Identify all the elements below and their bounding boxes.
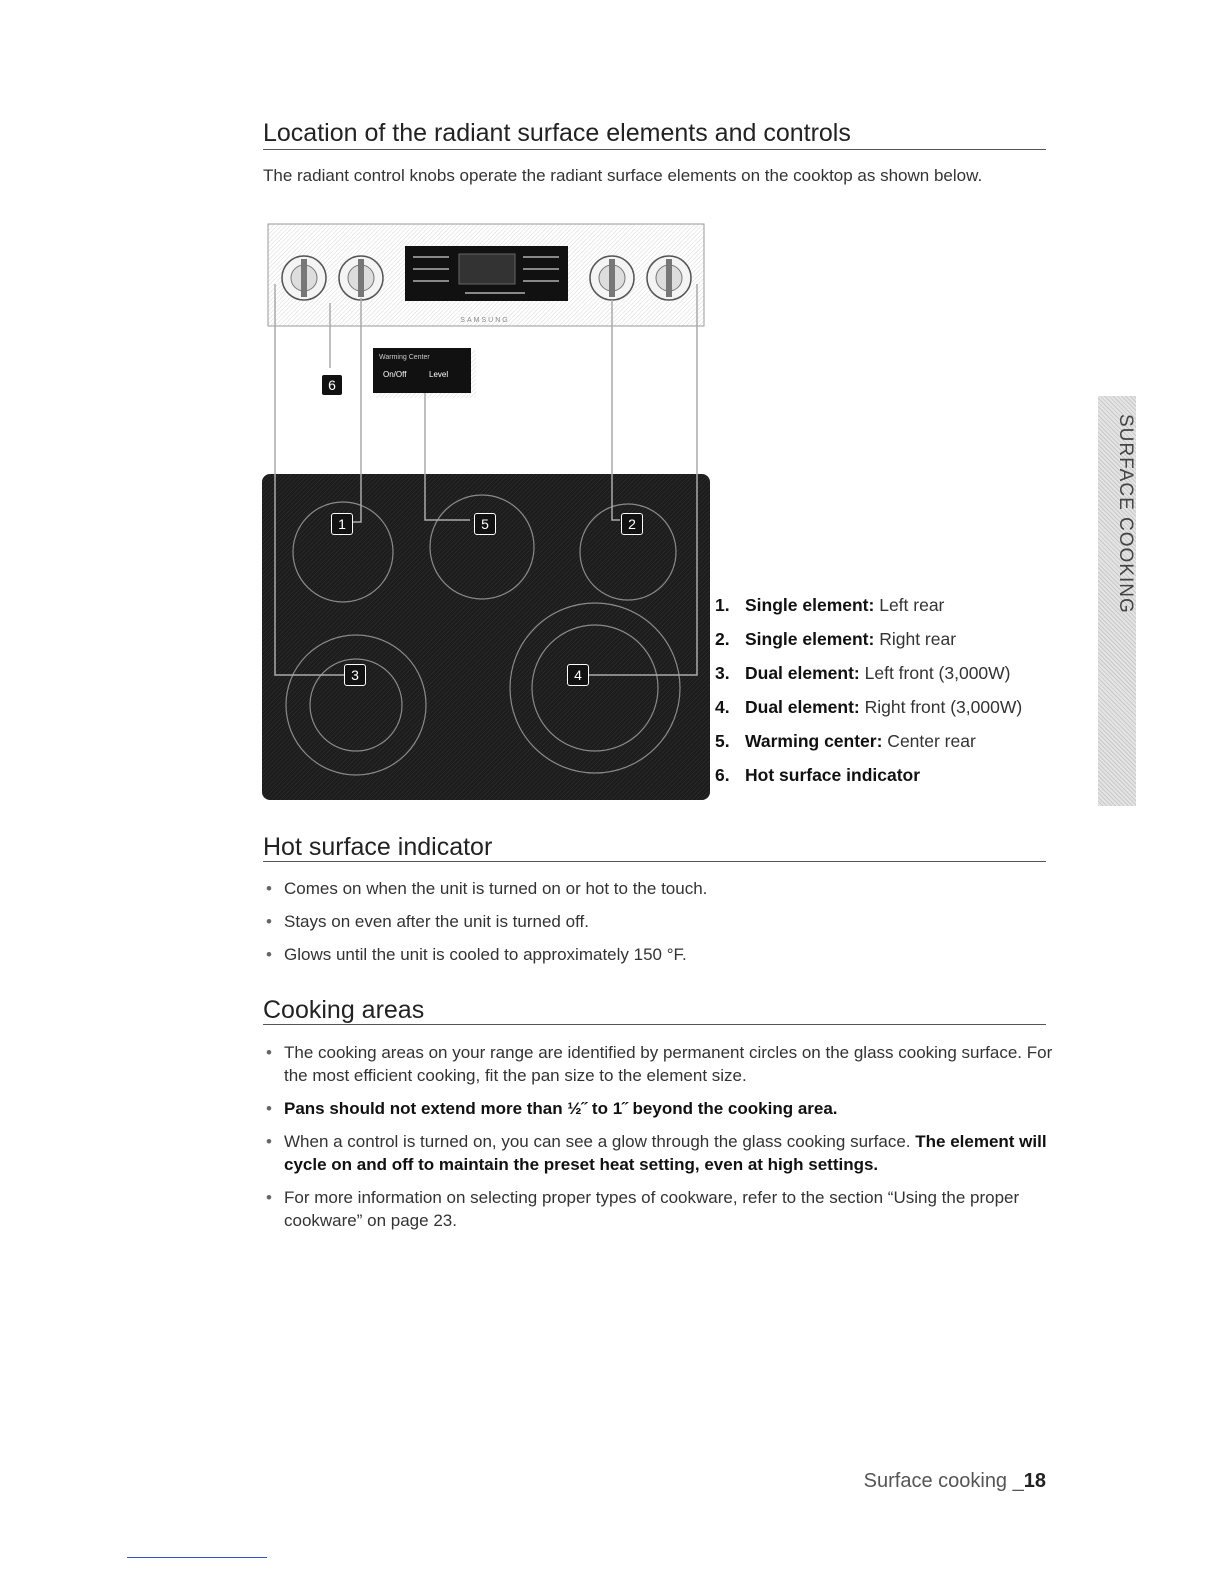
warming-center-panel xyxy=(373,348,476,398)
legend-item: 1. Single element: Left rear xyxy=(715,595,945,615)
page-footer: Surface cooking _18 xyxy=(863,1470,1046,1492)
legend-item: 6. Hot surface indicator xyxy=(715,765,921,785)
title-rule xyxy=(263,149,1046,150)
page-number: 18 xyxy=(1023,1470,1046,1492)
warming-panel-title: Warming Center xyxy=(379,354,430,361)
bullet-item: • Stays on even after the unit is turned off. xyxy=(266,912,589,931)
knob-left-front-icon xyxy=(339,256,383,300)
callout-6: 6 xyxy=(321,374,343,396)
callout-3: 3 xyxy=(344,664,366,686)
section-title-cooking-areas: Cooking areas xyxy=(263,996,425,1024)
section-title-hot-surface: Hot surface indicator xyxy=(263,833,493,861)
control-panel xyxy=(268,224,704,326)
knob-left-rear-icon xyxy=(282,256,326,300)
bullet-item: • Pans should not extend more than ½˝ to 1˝ beyond the cooking area. xyxy=(266,1099,838,1118)
knob-right-front-icon xyxy=(647,256,691,300)
bullet-item: • The cooking areas on your range are identified by permanent circles on the glass cooking surface. For the most efficient cooking, fit the pan size to the element size. xyxy=(266,1043,1053,1085)
bullet-item: • For more information on selecting proper types of cookware, refer to the section “Using the proper cookware” on page 23. xyxy=(266,1188,1020,1230)
brand-label: SAMSUNG xyxy=(460,317,510,324)
section-title-location: Location of the radiant surface elements and controls xyxy=(263,119,851,147)
callout-4: 4 xyxy=(567,664,589,686)
knob-right-rear-icon xyxy=(590,256,634,300)
legend-item: 4. Dual element: Right front (3,000W) xyxy=(715,697,1023,717)
bullet-item: • When a control is turned on, you can see a glow through the glass cooking surface. The element will cycle on and off to maintain the preset heat setting, even at high settings. xyxy=(266,1132,1047,1174)
title-rule xyxy=(263,861,1046,862)
bullet-item: • Comes on when the unit is turned on or hot to the touch. xyxy=(266,879,708,898)
callout-2: 2 xyxy=(621,513,643,535)
side-tab-label: SURFACE COOKING xyxy=(1115,414,1136,614)
legend-item: 3. Dual element: Left front (3,000W) xyxy=(715,663,1011,683)
cooktop-diagram xyxy=(255,218,715,803)
legend-item: 5. Warming center: Center rear xyxy=(715,731,976,751)
cooking-areas-bullets xyxy=(263,1041,1053,1242)
title-rule xyxy=(263,1024,1046,1025)
intro-text: The radiant control knobs operate the radiant surface elements on the cooktop as shown below. xyxy=(263,166,983,185)
warming-level-label: Level xyxy=(429,370,449,379)
legend-item: 2. Single element: Right rear xyxy=(715,629,957,649)
callout-1: 1 xyxy=(331,513,353,535)
bottom-rule xyxy=(127,1557,267,1558)
hot-surface-bullets xyxy=(263,877,1053,976)
bullet-item: • Glows until the unit is cooled to approximately 150 °F. xyxy=(266,945,687,964)
warming-onoff-label: On/Off xyxy=(383,370,407,379)
element-legend xyxy=(715,592,1022,796)
callout-5: 5 xyxy=(474,513,496,535)
